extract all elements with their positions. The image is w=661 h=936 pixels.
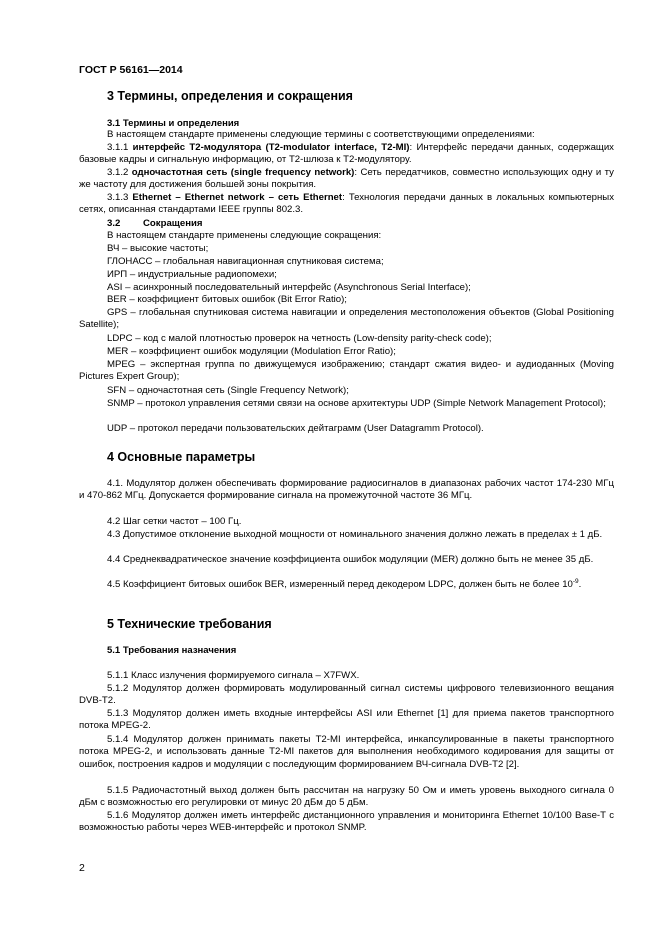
- abbr-item: ИРП – индустриальные радиопомехи;: [107, 269, 277, 280]
- page-number: 2: [79, 862, 85, 874]
- clause-text: 4.5 Коэффициент битовых ошибок BER, измеренный перед декодером LDPC, должен быть не более 10: [107, 579, 573, 590]
- term-3-1-1: [79, 142, 614, 167]
- subsection-name: Сокращения: [143, 218, 203, 229]
- section-3-title: 3 Термины, определения и сокращения: [107, 89, 353, 103]
- term-number: 3.1.2: [107, 167, 132, 178]
- clause-4-4: 4.4 Среднеквадратическое значение коэффициента ошибок модуляции (MER) должно быть не менее 35 дБ.: [107, 554, 594, 565]
- term-definition: : Сеть передатчиков, совместно использующих одну и ту же частоту для достижения большей зоны покрытия.: [79, 167, 614, 191]
- abbr-item: MER – коэффициент ошибок модуляции (Modulation Error Ratio);: [107, 346, 396, 357]
- clause-5-1-1: 5.1.1 Класс излучения формируемого сигнала – X7FWX.: [107, 670, 360, 681]
- term-definition: : Интерфейс передачи данных, содержащих базовые кадры и сигнальную информацию, от Т2-шлюза к Т2-модулятору.: [79, 142, 614, 166]
- abbr-item: MPEG – экспертная группа по движущемуся изображению; стандарт сжатия видео- и аудиоданных (Moving Pictures Expert Group);: [79, 359, 614, 383]
- abbr-item: UDP – протокол передачи пользовательских дейтаграмм (User Datagramm Protocol).: [107, 423, 484, 434]
- subsection-3-1-title: 3.1 Термины и определения: [107, 118, 240, 129]
- term-name: одночастотная сеть (single frequency network): [131, 167, 355, 178]
- clause-4-2: 4.2 Шаг сетки частот – 100 Гц.: [107, 516, 242, 527]
- term-3-1-3: [79, 192, 614, 217]
- abbr-item: SFN – одночастотная сеть (Single Frequency Network);: [107, 385, 349, 396]
- clause-5-1-3: 5.1.3 Модулятор должен иметь входные интерфейсы ASI или Ethernet [1] для приема пакетов транспортного потока MPEG-2.: [79, 708, 614, 732]
- term-3-1-2: [79, 167, 614, 192]
- clause-4-3: 4.3 Допустимое отклонение выходной мощности от номинального значения должно лежать в пределах ± 1 дБ.: [107, 529, 603, 540]
- clause-5-1-5: 5.1.5 Радиочастотный выход должен быть рассчитан на нагрузку 50 Ом и иметь уровень выходного сигнала 0 дБм с возможностью его регулировки от минус 20 дБм до 5 дБм.: [79, 785, 614, 809]
- term-definition: : Технология передачи данных в локальных компьютерных сетях, описанная стандартами IEEE группы 802.3.: [79, 192, 614, 216]
- abbr-item: ГЛОНАСС – глобальная навигационная спутниковая система;: [107, 256, 384, 267]
- term-name: Ethernet – Ethernet network – сеть Ethernet: [132, 192, 343, 203]
- abbr-item: SNMP – протокол управления сетями связи на основе архитектуры UDP (Simple Network Management Protocol);: [107, 398, 606, 409]
- clause-5-1-2: 5.1.2 Модулятор должен формировать модулированный сигнал системы цифрового телевизионного вещания DVB-T2.: [79, 683, 614, 707]
- clause-end: .: [578, 579, 582, 590]
- abbr-item: ASI – асинхронный последовательный интерфейс (Asynchronous Serial Interface);: [107, 282, 471, 293]
- abbr-intro: В настоящем стандарте применены следующие сокращения:: [107, 230, 382, 241]
- clause-4-5: [79, 579, 614, 591]
- term-number: 3.1.3: [107, 192, 133, 203]
- section-4-title: 4 Основные параметры: [107, 450, 256, 464]
- section-5-title: 5 Технические требования: [107, 617, 272, 631]
- term-number: 3.1.1: [107, 142, 133, 153]
- clause-5-1-6: 5.1.6 Модулятор должен иметь интерфейс дистанционного управления и мониторинга Ethernet 10/100 Base-T с возможностью работы через WEB-интерфейс и протокол SNMP.: [79, 810, 614, 834]
- exponent: -9: [572, 577, 579, 585]
- clause-5-1-4: 5.1.4 Модулятор должен принимать пакеты T2-MI интерфейса, инкапсулированные в пакеты транспортного потока MPEG-2, и использовать данные T2-MI пакетов для выполнения необходимого кодирования для защиты от ошибок, построения кадров и модуляции с последующим формированием ВЧ-сигнала DVB-T2 [2].: [79, 734, 614, 770]
- subsection-3-2-title: [107, 218, 203, 229]
- abbr-item: GPS – глобальная спутниковая система навигации и определения местоположения объектов (Global Positioning Satellite);: [79, 307, 614, 331]
- abbr-item: ВЧ – высокие частоты;: [107, 243, 209, 254]
- term-name: интерфейс Т2-модулятора (T2-modulator interface, T2-MI): [132, 142, 410, 153]
- abbr-item: BER – коэффициент битовых ошибок (Bit Error Ratio);: [107, 294, 347, 305]
- subsection-number: 3.2: [107, 218, 121, 229]
- document-header: ГОСТ Р 56161—2014: [79, 64, 183, 76]
- clause-4-1: 4.1. Модулятор должен обеспечивать формирование радиосигналов в диапазонах рабочих частот 174-230 МГц и 470-862 МГц. Допускается формирование сигнала на промежуточной частоте 36 МГц.: [79, 478, 614, 502]
- terms-intro: В настоящем стандарте применены следующие термины с соответствующими определениями:: [107, 129, 535, 140]
- subsection-5-1-title: 5.1 Требования назначения: [107, 645, 237, 656]
- abbr-item: LDPC – код с малой плотностью проверок на четность (Low-density parity-check code);: [107, 333, 492, 344]
